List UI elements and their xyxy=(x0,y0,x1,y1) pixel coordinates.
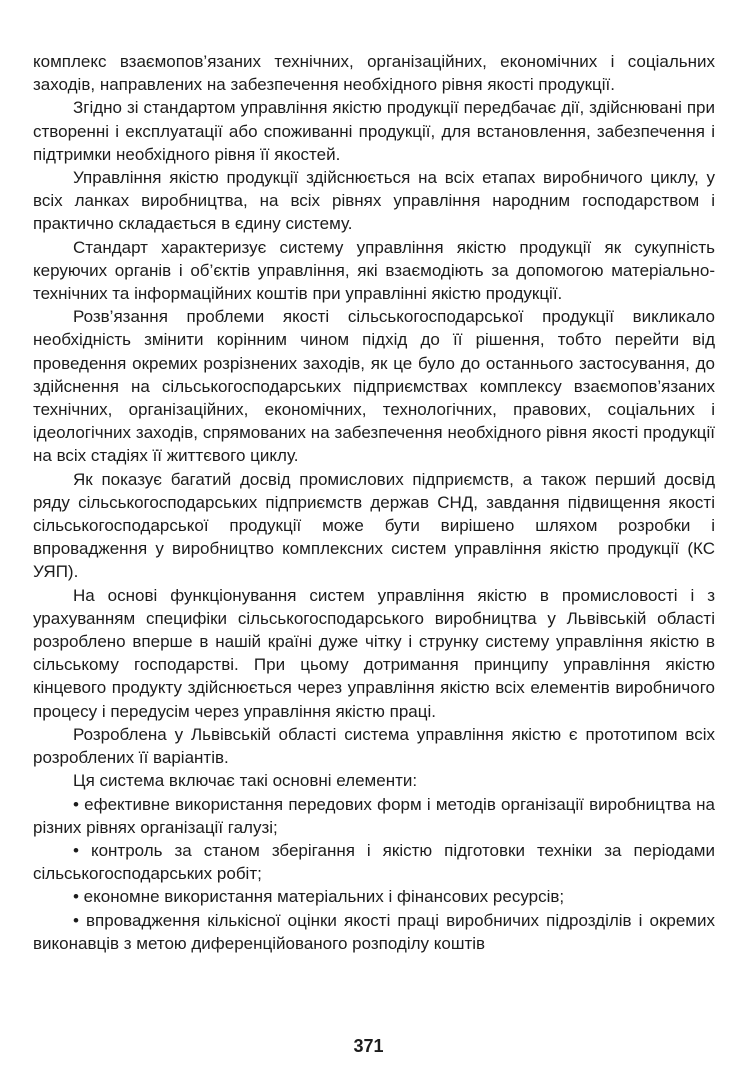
page-body xyxy=(33,50,715,955)
paragraph-7: На основі функціонування систем управління якістю в промисловості і з урахуванням специфіки сільськогосподарського виробництва у Львівській області розроблено вперше в нашій країні дуже чітку і струнку систему управління якістю в сільському господарстві. При цьому дотримання принципу управління якістю кінцевого продукту здійснюється через управління якістю всіх елементів виробничого процесу і передусім через управління якістю праці. xyxy=(33,585,715,721)
list-item-2: • контроль за станом зберігання і якістю підготовки техніки за періодами сільськогосподарських робіт; xyxy=(33,840,715,884)
paragraph-1: комплекс взаємопов’язаних технічних, організаційних, економічних і соціальних заходів, направлених на забезпечення необхідного рівня якості продукції. xyxy=(33,52,715,95)
paragraph-9: Ця система включає такі основні елементи: xyxy=(73,771,418,791)
paragraph-2: Згідно зі стандартом управління якістю продукції передбачає дії, здійснювані при створенні і експлуатації або споживанні продукції, для встановлення, забезпечення і підтримки необхідного рівня її якостей. xyxy=(33,98,715,164)
paragraph-3: Управління якістю продукції здійснюється на всіх етапах виробничого циклу, у всіх ланках виробництва, на всіх рівнях управління народним господарством і практично складається в єдину систему. xyxy=(33,168,715,234)
paragraph-4: Стандарт характеризує систему управління якістю продукції як сукупність керуючих органів і об’єктів управління, які взаємодіють за допомогою матеріально-технічних та інформаційних коштів при управлінні якістю продукції. xyxy=(33,237,715,304)
list-item-3: • економне використання матеріальних і фінансових ресурсів; xyxy=(73,887,565,907)
paragraph-8: Розроблена у Львівській області система управління якістю є прототипом всіх розроблених її варіантів. xyxy=(33,724,715,768)
paragraph-5: Розв’язання проблеми якості сільськогосподарської продукції викликало необхідність змінити корінним чином підхід до її рішення, тобто перейти від проведення окремих розрізнених заходів, як це було до останнього застосування, до здійснення на сільськогосподарських підприємствах комплексу взаємопов’язаних технічних, організаційних, економічних, технологічних, правових, соціальних і ідеологічних заходів, спрямованих на забезпечення необхідного рівня якості продукції на всіх стадіях її життєвого циклу. xyxy=(33,307,715,466)
paragraph-6: Як показує багатий досвід промислових підприємств, а також перший досвід ряду сільськогосподарських підприємств держав СНД, завдання підвищення якості сільськогосподарської продукції може бути вирішено шляхом розробки і впровадження у виробництво комплексних систем управління якістю продукції (КС УЯП). xyxy=(33,469,715,582)
list-item-4: • впровадження кількісної оцінки якості праці виробничих підрозділів і окремих виконавців з метою диференційованого розподілу коштів xyxy=(33,910,715,953)
list-item-1: • ефективне використання передових форм і методів організації виробництва на різних рівнях організації галузі; xyxy=(33,794,715,837)
page-number: 371 xyxy=(353,1036,384,1056)
